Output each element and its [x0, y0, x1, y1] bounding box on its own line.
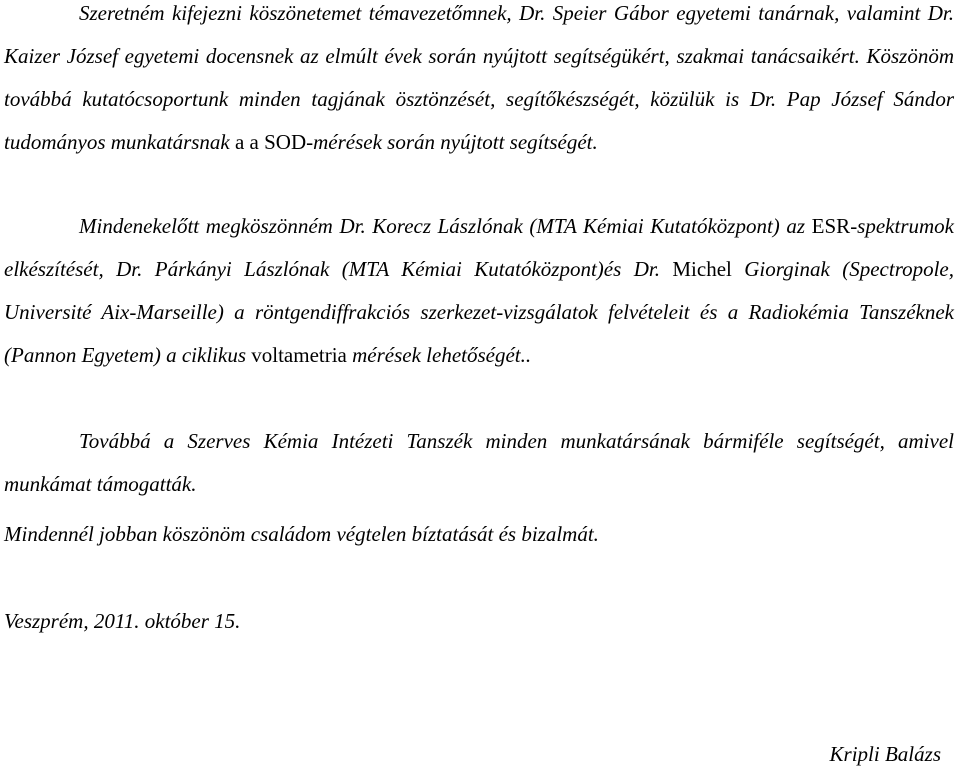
acknowledgement-paragraph-3: Továbbá a Szerves Kémia Intézeti Tanszék minden munkatársának bármiféle segítségét, amivel munkámat támogatták. — [4, 429, 954, 496]
paragraph-1-text-b: a a SOD — [229, 130, 307, 154]
paragraph-1-text-a: Szeretném kifejezni köszönetemet témavezetőmnek, Dr. Speier Gábor egyetemi tanárnak, valamint Dr. Kaizer József egyetemi docensnek az elmúlt évek során nyújtott segítségükért, szakmai tanácsaikért. Köszönöm továbbá kutatócsoportunk minden tagjának ösztönzését, segítőkészségét, közülük is Dr. Pap József Sándor tudományos munkatársnak — [4, 1, 954, 154]
paragraph-2-text-b: ESR — [811, 214, 851, 238]
paragraph-2-text-f: voltametria — [251, 343, 347, 367]
paragraph-2-text-e: Giorginak (Spectropole, Université Aix-Marseille) a röntgendiffrakciós szerkezet-vizsgálatok felvételeit és a Radiokémia Tanszéknek (Pannon Egyetem) a ciklikus — [4, 257, 954, 367]
acknowledgement-paragraph-1 — [4, 0, 954, 164]
paragraph-2-text-g: mérések lehetőségét.. — [346, 343, 532, 367]
signature-name: Kripli Balázs — [829, 742, 941, 766]
paragraph-2-text-d: Michel — [672, 257, 732, 281]
paragraph-2-text-a: Mindenekelőtt megköszönném Dr. Korecz Lászlónak (MTA Kémiai Kutatóközpont) az — [79, 214, 812, 238]
acknowledgement-paragraph-2 — [4, 205, 954, 377]
acknowledgement-paragraph-4: Mindennél jobban köszönöm családom végtelen bíztatását és bizalmát. — [4, 522, 599, 546]
paragraph-2-text-c: -spektrumok elkészítését, Dr. Párkányi Lászlónak (MTA Kémiai Kutatóközpont)és Dr. — [4, 214, 954, 281]
paragraph-1-text-c: -mérések során nyújtott segítségét. — [306, 130, 598, 154]
place-and-date: Veszprém, 2011. október 15. — [4, 609, 241, 633]
